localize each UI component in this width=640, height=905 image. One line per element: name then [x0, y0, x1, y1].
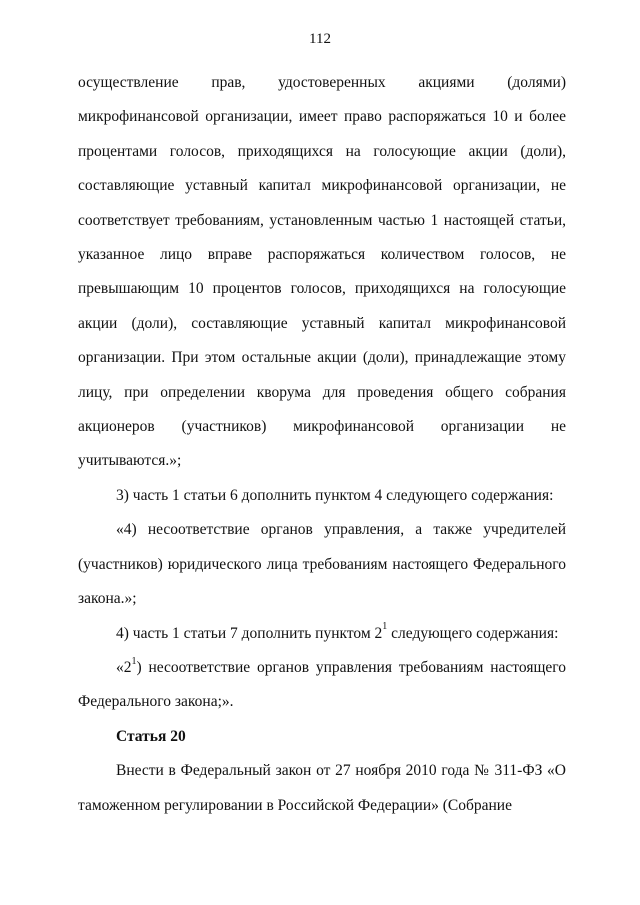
item-2-1-text-before: «2	[116, 658, 132, 676]
paragraph-article-20: Внести в Федеральный закон от 27 ноября 2010 года № 311-ФЗ «О таможенном регулировании в Российской Федерации» (Собрание	[78, 762, 566, 814]
paragraph-item-4	[78, 617, 566, 651]
item-2-1-superscript: 1	[131, 655, 137, 667]
article-heading: Статья 20	[116, 727, 186, 745]
item-4-superscript: 1	[382, 621, 388, 633]
paragraph-item-2-1-content	[78, 651, 566, 720]
paragraph-item-3: 3) часть 1 статьи 6 дополнить пунктом 4 следующего содержания:	[116, 486, 554, 504]
paragraph-continuation: осуществление прав, удостоверенных акциями (долями) микрофинансовой организации, имеет право распоряжаться 10 и более процентами голосов, приходящихся на голосующие акции (доли), составляющие уставный капитал микрофинансовой организации, не соответствует требованиям, установленным частью 1 настоящей статьи, указанное лицо вправе распоряжаться количеством голосов, не превышающим 10 процентов голосов, приходящихся на голосующие акции (доли), составляющие уставный капитал микрофинансовой организации. При этом остальные акции (доли), принадлежащие этому лицу, при определении кворума для проведения общего собрания акционеров (участников) микрофинансовой организации не учитываются.»;	[78, 74, 566, 470]
page-number: 112	[309, 31, 331, 47]
paragraph-item-4-content: «4) несоответствие органов управления, а также учредителей (участников) юридического лица требованиям настоящего Федерального закона.»;	[78, 521, 566, 608]
item-4-text-before: 4) часть 1 статьи 7 дополнить пунктом 2	[116, 624, 383, 642]
document-body	[78, 66, 566, 823]
item-4-text-after: следующего содержания:	[387, 624, 559, 642]
item-2-1-text-after: ) несоответствие органов управления требованиям настоящего Федерального закона;».	[78, 658, 566, 711]
